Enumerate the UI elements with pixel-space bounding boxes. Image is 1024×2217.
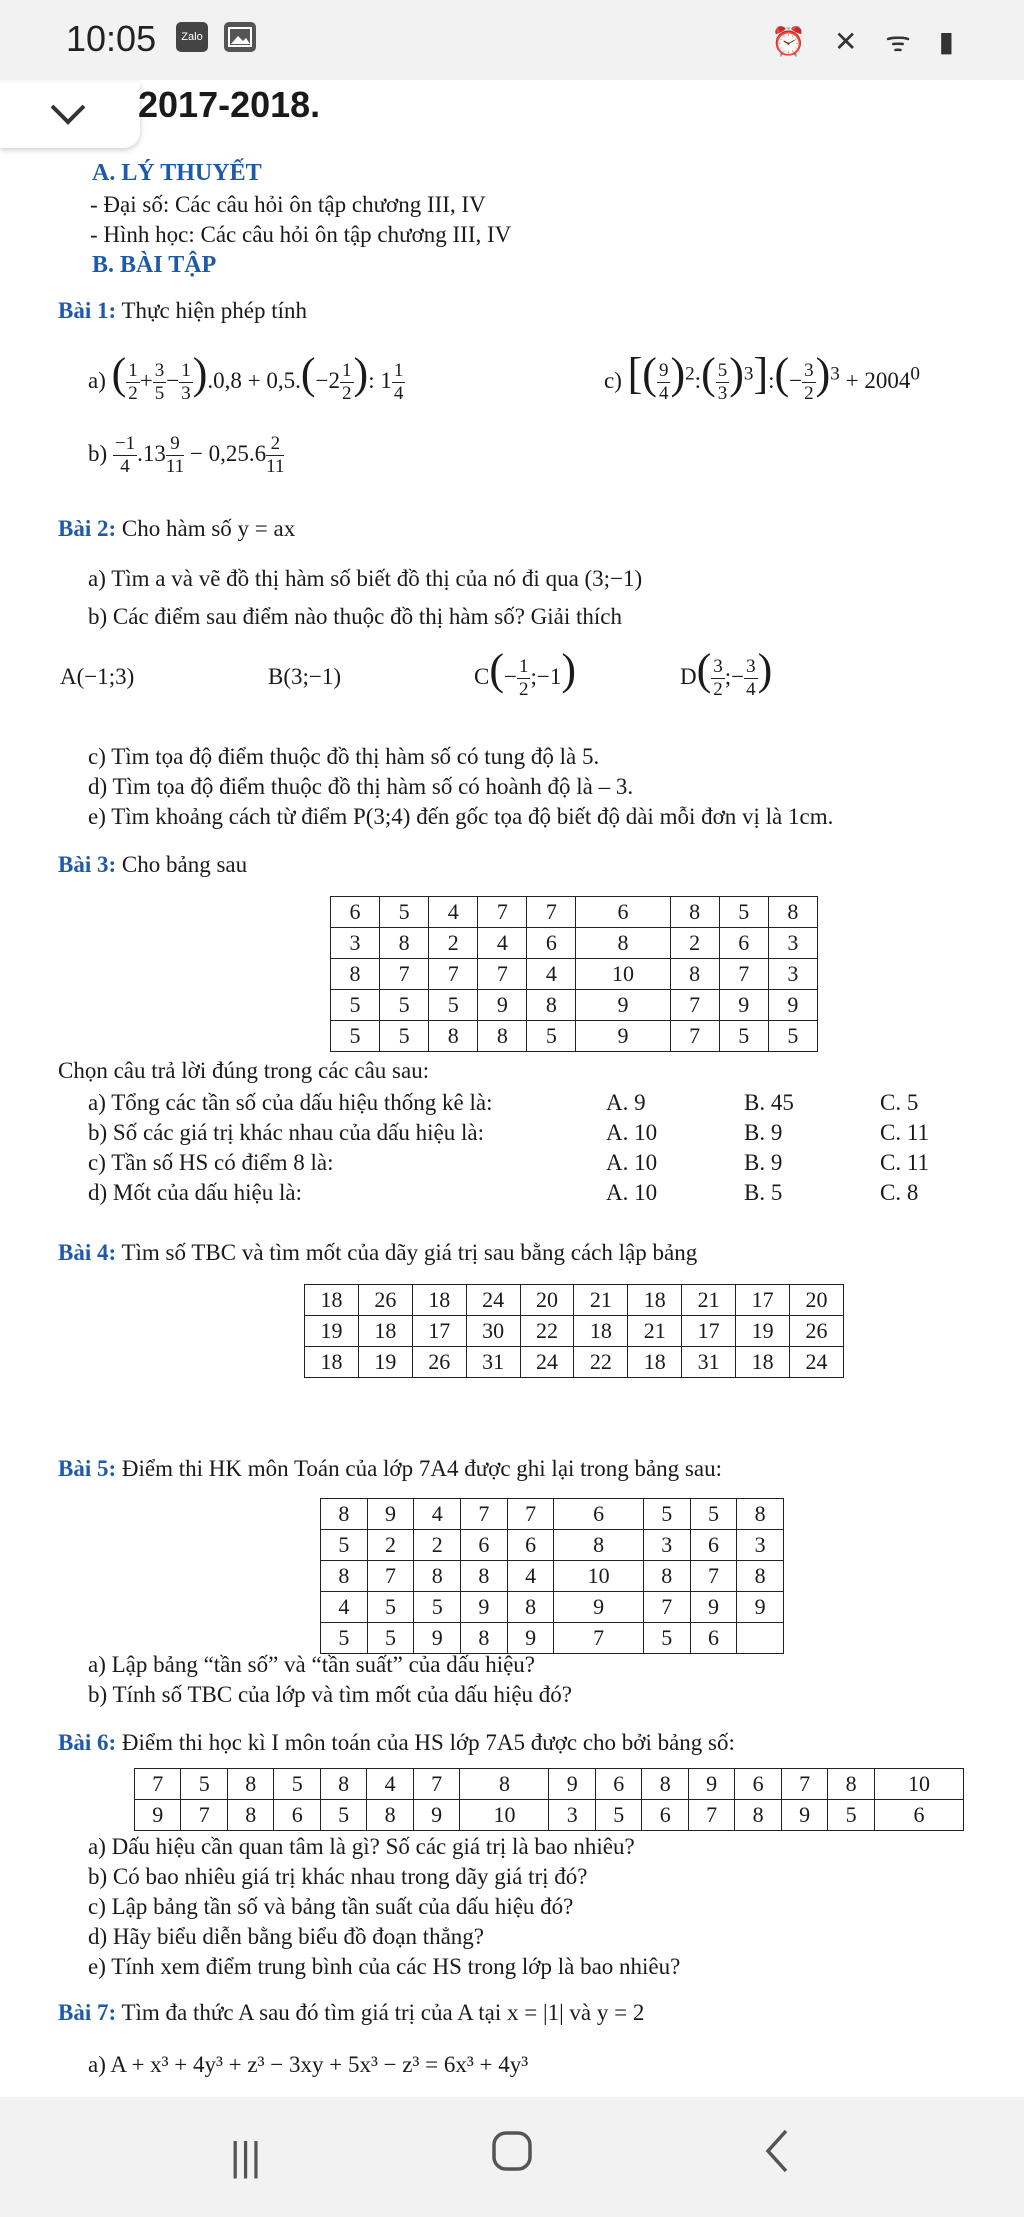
- table-row: [331, 897, 818, 928]
- answer-option: A. 9: [606, 1090, 646, 1115]
- table-cell: 18: [628, 1285, 682, 1316]
- table-cell: 5: [414, 1592, 461, 1623]
- table-cell: 5: [768, 1021, 817, 1052]
- table-row: [135, 1800, 964, 1831]
- table-row: [321, 1592, 784, 1623]
- table-cell: 9: [554, 1592, 643, 1623]
- bai6-item: d) Hãy biểu diễn bằng biểu đồ đoạn thẳng?: [88, 1924, 484, 1949]
- table-row: [305, 1285, 844, 1316]
- table-cell: 8: [367, 1800, 413, 1831]
- table-cell: 6: [719, 928, 768, 959]
- bai3-table: [330, 896, 818, 1052]
- table-cell: 7: [461, 1499, 508, 1530]
- bai5-text: Điểm thi HK môn Toán của lớp 7A4 được ghi lại trong bảng sau:: [116, 1456, 722, 1481]
- table-cell: 19: [358, 1347, 412, 1378]
- table-cell: 6: [554, 1499, 643, 1530]
- table-cell: 2: [429, 928, 478, 959]
- table-cell: 21: [682, 1285, 736, 1316]
- bai5-heading: [58, 1454, 722, 1484]
- table-cell: 10: [874, 1769, 963, 1800]
- table-cell: 5: [719, 1021, 768, 1052]
- table-cell: 5: [331, 990, 380, 1021]
- table-row: [305, 1347, 844, 1378]
- bai2-c: c) Tìm tọa độ điểm thuộc đồ thị hàm số có tung độ là 5.: [88, 744, 600, 769]
- table-cell: 5: [321, 1530, 368, 1561]
- table-cell: 6: [690, 1623, 737, 1654]
- table-cell: 7: [781, 1769, 827, 1800]
- table-cell: 7: [670, 990, 719, 1021]
- table-cell: 10: [554, 1561, 643, 1592]
- bai7-label: Bài 7:: [58, 2000, 117, 2025]
- answer-option: A. 10: [606, 1180, 658, 1205]
- table-cell: 5: [719, 897, 768, 928]
- page-title: 2017-2018.: [138, 84, 321, 125]
- bai6-item: a) Dấu hiệu cần quan tâm là gì? Số các giá trị là bao nhiêu?: [88, 1834, 635, 1859]
- table-cell: 3: [643, 1530, 690, 1561]
- table-cell: 3: [549, 1800, 595, 1831]
- table-cell: 6: [576, 897, 670, 928]
- table-cell: 9: [688, 1769, 734, 1800]
- table-cell: 3: [737, 1530, 784, 1561]
- table-cell: 8: [828, 1769, 874, 1800]
- table-cell: 7: [527, 897, 576, 928]
- table-cell: 6: [274, 1800, 320, 1831]
- table-cell: 24: [520, 1347, 574, 1378]
- table-cell: 5: [527, 1021, 576, 1052]
- table-cell: 6: [461, 1530, 508, 1561]
- table-cell: 18: [305, 1347, 359, 1378]
- table-cell: 6: [527, 928, 576, 959]
- table-cell: 7: [670, 1021, 719, 1052]
- collapse-button[interactable]: [0, 82, 140, 148]
- bai2-point-d: D( $\frac{3}{2}$ ;− $\frac{3}{4}$ ): [680, 645, 773, 701]
- bai1-a-tail2: : 1: [368, 368, 392, 393]
- bai6-item: b) Có bao nhiêu giá trị khác nhau trong dãy giá trị đó?: [88, 1864, 588, 1889]
- table-cell: 7: [478, 959, 527, 990]
- bai1-b-mid: .13: [137, 441, 166, 466]
- table-cell: 18: [305, 1285, 359, 1316]
- table-cell: 8: [227, 1800, 273, 1831]
- answer-option: B. 9: [744, 1120, 783, 1145]
- table-cell: 17: [682, 1316, 736, 1347]
- table-cell: 4: [414, 1499, 461, 1530]
- table-cell: 4: [507, 1561, 554, 1592]
- table-cell: 19: [736, 1316, 790, 1347]
- table-cell: 9: [414, 1623, 461, 1654]
- bai1-b-expression: b) $\frac{-1}{4}$ .13 $\frac{9}{11}$ − 0,25.6 $\frac{2}{11}$: [88, 433, 285, 478]
- table-cell: 5: [643, 1499, 690, 1530]
- table-cell: 9: [478, 990, 527, 1021]
- answer-option: C. 8: [880, 1180, 919, 1205]
- gallery-icon: [224, 22, 256, 52]
- table-cell: 21: [574, 1285, 628, 1316]
- bai2-label: Bài 2:: [58, 516, 117, 541]
- table-cell: 8: [227, 1769, 273, 1800]
- table-cell: 7: [507, 1499, 554, 1530]
- question-text: b) Số các giá trị khác nhau của dấu hiệu là:: [88, 1120, 484, 1145]
- table-cell: 8: [576, 928, 670, 959]
- bai7-a: a) A + x³ + 4y³ + z³ − 3xy + 5x³ − z³ = 6x³ + 4y³: [88, 2052, 529, 2077]
- bai1-heading: [58, 296, 307, 326]
- table-cell: 20: [520, 1285, 574, 1316]
- table-cell: 8: [768, 897, 817, 928]
- bai1-a-expression: a) ( $\frac{1}{2}$ + $\frac{3}{5}$ − $\frac{1}{3}$ ).0,8 + 0,5.(−2 $\frac{1}{2}$ ): 1 $\frac{1}{4}$: [88, 349, 404, 405]
- section-a-item: - Đại số: Các câu hỏi ôn tập chương III, IV: [90, 192, 486, 217]
- question-text: c) Tần số HS có điểm 8 là:: [88, 1150, 334, 1175]
- bai7-text: Tìm đa thức A sau đó tìm giá trị của A tại x = |1| và y = 2: [116, 2000, 645, 2025]
- bai2-point-b: B(3;−1): [268, 664, 342, 689]
- bai1-c-exp: 0: [910, 363, 920, 385]
- section-a-title: A. LÝ THUYẾT: [92, 160, 262, 186]
- status-time: 10:05: [66, 18, 157, 59]
- table-cell: 5: [380, 990, 429, 1021]
- table-cell: 18: [736, 1347, 790, 1378]
- table-cell: 5: [595, 1800, 641, 1831]
- table-cell: 26: [412, 1347, 466, 1378]
- table-cell: 8: [527, 990, 576, 1021]
- table-cell: 8: [460, 1769, 549, 1800]
- table-cell: 4: [429, 897, 478, 928]
- table-cell: 7: [429, 959, 478, 990]
- table-cell: 8: [461, 1623, 508, 1654]
- bai5-a: a) Lập bảng “tần số” và “tần suất” của dấu hiệu?: [88, 1652, 536, 1677]
- bai6-text: Điểm thi học kì I môn toán của HS lớp 7A5 được cho bởi bảng số:: [116, 1730, 735, 1755]
- table-cell: 2: [414, 1530, 461, 1561]
- table-cell: 5: [181, 1769, 227, 1800]
- table-cell: 22: [520, 1316, 574, 1347]
- table-cell: 5: [828, 1800, 874, 1831]
- table-cell: 5: [429, 990, 478, 1021]
- table-cell: 7: [413, 1769, 459, 1800]
- table-cell: 22: [574, 1347, 628, 1378]
- table-cell: 10: [460, 1800, 549, 1831]
- bai2-heading: [58, 514, 295, 544]
- table-cell: 8: [735, 1800, 781, 1831]
- bai6-item: c) Lập bảng tần số và bảng tần suất của dấu hiệu đó?: [88, 1894, 574, 1919]
- bai5-label: Bài 5:: [58, 1456, 117, 1481]
- table-cell: 5: [690, 1499, 737, 1530]
- table-cell: 9: [549, 1769, 595, 1800]
- table-cell: 8: [478, 1021, 527, 1052]
- answer-option: C. 5: [880, 1090, 919, 1115]
- table-row: [331, 959, 818, 990]
- table-cell: 5: [321, 1623, 368, 1654]
- table-cell: 5: [331, 1021, 380, 1052]
- table-cell: 8: [331, 959, 380, 990]
- table-cell: 2: [670, 928, 719, 959]
- bai2-d: d) Tìm tọa độ điểm thuộc đồ thị hàm số có hoành độ là – 3.: [88, 774, 634, 799]
- table-cell: 8: [380, 928, 429, 959]
- table-cell: 9: [461, 1592, 508, 1623]
- bai3-prompt: Chọn câu trả lời đúng trong các câu sau:: [58, 1058, 430, 1083]
- table-row: [321, 1561, 784, 1592]
- table-cell: 3: [768, 959, 817, 990]
- bai3-heading: [58, 850, 247, 880]
- bai2-b: b) Các điểm sau điểm nào thuộc đồ thị hàm số? Giải thích: [88, 604, 622, 629]
- table-cell: 7: [719, 959, 768, 990]
- table-cell: 31: [466, 1347, 520, 1378]
- table-cell: 24: [466, 1285, 520, 1316]
- table-cell: 9: [781, 1800, 827, 1831]
- table-cell: 24: [790, 1347, 844, 1378]
- bai4-label: Bài 4:: [58, 1240, 117, 1265]
- answer-option: C. 11: [880, 1150, 929, 1175]
- table-cell: 2: [367, 1530, 414, 1561]
- table-cell: 8: [670, 897, 719, 928]
- bai1-c-expression: c) [( $\frac{9}{4}$ )$^2$:( $\frac{5}{3}$ )$^3$]:(− $\frac{3}{2}$ )$^3 + 2004^0$: [604, 349, 920, 405]
- table-row: [321, 1530, 784, 1561]
- table-cell: 19: [305, 1316, 359, 1347]
- table-cell: [737, 1623, 784, 1654]
- table-cell: 9: [737, 1592, 784, 1623]
- table-cell: 5: [367, 1623, 414, 1654]
- table-cell: 18: [628, 1347, 682, 1378]
- table-cell: 20: [790, 1285, 844, 1316]
- table-cell: 10: [576, 959, 670, 990]
- bai6-label: Bài 6:: [58, 1730, 117, 1755]
- bai3-label: Bài 3:: [58, 852, 117, 877]
- table-cell: 7: [688, 1800, 734, 1831]
- table-cell: 7: [380, 959, 429, 990]
- table-cell: 7: [690, 1561, 737, 1592]
- answer-option: A. 10: [606, 1120, 658, 1145]
- table-cell: 18: [358, 1316, 412, 1347]
- bai1-b-mid2: − 0,25.6: [184, 441, 267, 466]
- table-cell: 17: [412, 1316, 466, 1347]
- bai4-text: Tìm số TBC và tìm mốt của dãy giá trị sau bằng cách lập bảng: [116, 1240, 698, 1265]
- home-button[interactable]: [490, 2129, 534, 2178]
- section-b-title: B. BÀI TẬP: [92, 252, 217, 278]
- system-status-icons: ⏰ ✕ ᯤ ▮: [771, 26, 964, 57]
- bai1-text: Thực hiện phép tính: [116, 298, 308, 323]
- table-cell: 21: [628, 1316, 682, 1347]
- table-cell: 8: [642, 1769, 688, 1800]
- table-cell: 7: [643, 1592, 690, 1623]
- table-cell: 8: [554, 1530, 643, 1561]
- bai2-a: a) Tìm a và vẽ đồ thị hàm số biết đồ thị của nó đi qua (3;−1): [88, 566, 643, 591]
- table-cell: 9: [690, 1592, 737, 1623]
- table-row: [331, 990, 818, 1021]
- answer-option: C. 11: [880, 1120, 929, 1145]
- table-cell: 9: [768, 990, 817, 1021]
- table-row: [305, 1316, 844, 1347]
- zalo-icon: Zalo: [176, 22, 208, 52]
- bai5-table: [320, 1498, 784, 1654]
- table-cell: 7: [367, 1561, 414, 1592]
- table-row: [331, 928, 818, 959]
- table-cell: 7: [181, 1800, 227, 1831]
- table-cell: 6: [690, 1530, 737, 1561]
- table-cell: 8: [321, 1561, 368, 1592]
- answer-option: B. 5: [744, 1180, 783, 1205]
- table-cell: 8: [461, 1561, 508, 1592]
- bai1-label: Bài 1:: [58, 298, 117, 323]
- table-cell: 9: [135, 1800, 181, 1831]
- bai2-point-a: A(−1;3): [60, 664, 135, 689]
- table-cell: 8: [643, 1561, 690, 1592]
- table-cell: 4: [367, 1769, 413, 1800]
- question-text: a) Tổng các tần số của dấu hiệu thống kê là:: [88, 1090, 493, 1115]
- table-cell: 18: [574, 1316, 628, 1347]
- bai3-text: Cho bảng sau: [116, 852, 248, 877]
- bai4-table: [304, 1284, 844, 1378]
- table-cell: 8: [321, 1499, 368, 1530]
- bai2-point-c: C(− $\frac{1}{2}$ ;−1): [474, 645, 577, 701]
- table-cell: 6: [735, 1769, 781, 1800]
- table-cell: 5: [380, 1021, 429, 1052]
- table-row: [321, 1499, 784, 1530]
- table-cell: 6: [874, 1800, 963, 1831]
- table-row: [135, 1769, 964, 1800]
- table-cell: 9: [507, 1623, 554, 1654]
- section-a-item: - Hình học: Các câu hỏi ôn tập chương III, IV: [90, 222, 512, 247]
- table-cell: 9: [576, 990, 670, 1021]
- table-cell: 5: [274, 1769, 320, 1800]
- table-cell: 26: [790, 1316, 844, 1347]
- bai7-heading: [58, 1998, 644, 2028]
- table-cell: 9: [367, 1499, 414, 1530]
- table-cell: 7: [135, 1769, 181, 1800]
- table-cell: 30: [466, 1316, 520, 1347]
- table-cell: 8: [737, 1499, 784, 1530]
- table-row: [331, 1021, 818, 1052]
- table-cell: 5: [320, 1800, 366, 1831]
- table-cell: 18: [412, 1285, 466, 1316]
- table-cell: 5: [380, 897, 429, 928]
- table-cell: 9: [576, 1021, 670, 1052]
- bai1-a-tail: .0,8 + 0,5.: [207, 368, 301, 393]
- answer-option: B. 45: [744, 1090, 794, 1115]
- status-bar: [0, 0, 1024, 80]
- table-cell: 26: [358, 1285, 412, 1316]
- table-cell: 31: [682, 1347, 736, 1378]
- back-button[interactable]: [762, 2127, 792, 2180]
- table-cell: 3: [768, 928, 817, 959]
- bai5-b: b) Tính số TBC của lớp và tìm mốt của dấu hiệu đó?: [88, 1682, 573, 1707]
- table-cell: 5: [367, 1592, 414, 1623]
- table-cell: 6: [507, 1530, 554, 1561]
- table-cell: 8: [737, 1561, 784, 1592]
- table-cell: 8: [320, 1769, 366, 1800]
- bai6-heading: [58, 1728, 735, 1758]
- bai2-e: e) Tìm khoảng cách từ điểm P(3;4) đến gốc tọa độ biết độ dài mỗi đơn vị là 1cm.: [88, 804, 834, 829]
- table-cell: 4: [478, 928, 527, 959]
- table-cell: 3: [331, 928, 380, 959]
- bai6-table: [134, 1768, 964, 1831]
- table-cell: 4: [321, 1592, 368, 1623]
- recent-apps-button[interactable]: |||: [230, 2135, 262, 2179]
- table-cell: 8: [429, 1021, 478, 1052]
- navigation-bar: [0, 2097, 1024, 2217]
- question-text: d) Mốt của dấu hiệu là:: [88, 1180, 302, 1205]
- table-cell: 8: [507, 1592, 554, 1623]
- table-cell: 7: [554, 1623, 643, 1654]
- table-cell: 6: [595, 1769, 641, 1800]
- answer-option: A. 10: [606, 1150, 658, 1175]
- bai6-item: e) Tính xem điểm trung bình của các HS trong lớp là bao nhiêu?: [88, 1954, 681, 1979]
- table-cell: 6: [642, 1800, 688, 1831]
- chevron-down-icon: [48, 100, 88, 130]
- table-cell: 4: [527, 959, 576, 990]
- table-cell: 7: [478, 897, 527, 928]
- table-cell: 17: [736, 1285, 790, 1316]
- table-cell: 8: [414, 1561, 461, 1592]
- bai1-c-tail: + 2004: [839, 368, 911, 393]
- table-cell: 6: [331, 897, 380, 928]
- table-cell: 9: [413, 1800, 459, 1831]
- answer-option: B. 9: [744, 1150, 783, 1175]
- bai4-heading: [58, 1238, 697, 1268]
- bai2-text: Cho hàm số y = ax: [116, 516, 296, 541]
- table-cell: 9: [719, 990, 768, 1021]
- table-cell: 5: [643, 1623, 690, 1654]
- table-row: [321, 1623, 784, 1654]
- table-cell: 8: [670, 959, 719, 990]
